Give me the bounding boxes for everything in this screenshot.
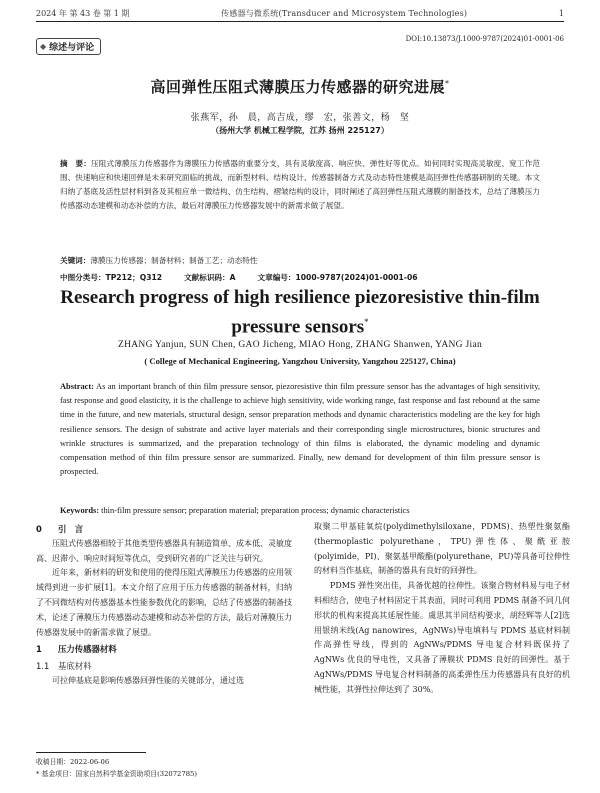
page-number: 1 — [558, 8, 564, 18]
section-1-title: 压力传感器材料 — [58, 644, 117, 655]
en-affiliation: ( College of Mechanical Engineering, Yangzhou University, Yangzhou 225127, China) — [144, 356, 456, 366]
cn-affiliation: （扬州大学 机械工程学院，江苏 扬州 225127） — [211, 126, 389, 135]
en-authors: ZHANG Yanjun, SUN Chen, GAO Jicheng, MIAO Hong, ZHANG Shanwen, YANG Jian — [117, 340, 483, 350]
cn-title-marker: * — [445, 79, 450, 88]
intro-heading-number: 0 — [36, 524, 42, 534]
intro-paragraph-2: 近年来，新材料的研发和使用的使得压阻式薄膜压力传感器的应用领域得到进一步扩展[1]。本文介绍了应用于压力传感器的制备材料，归纳了不同微结构对传感器基本性能参数优化的影响，总结了传感器的制备技术，论述了薄膜压力传感器动态建模和动态补偿的方法，最后对薄膜压力传感器发展中的新需求做了展望。 — [36, 568, 292, 637]
en-abstract — [60, 380, 540, 479]
en-title — [60, 286, 540, 339]
article-number: 文章编号：1000-9787(2024)01-0001-06 — [257, 273, 418, 282]
en-keywords — [60, 506, 540, 515]
en-keywords-text: thin-film pressure sensor; preparation material; preparation process; dynamic characteristics — [101, 506, 410, 515]
cn-abstract-label: 摘 要： — [60, 159, 91, 168]
en-title-marker: * — [364, 317, 369, 327]
en-abstract-label: Abstract: — [60, 382, 94, 391]
section-1-1-title: 基底材料 — [58, 661, 92, 672]
section-1-1-paragraph: 可拉伸基底是影响传感器回弹性能的关键部分，通过选 — [52, 675, 244, 685]
en-abstract-text: As an important branch of thin film pressure sensor, piezoresistive thin film pressure sensor has the advantages of high sensitivity, fast response and good elasticity, it is the challenge to achieve high sensitivity, wide working range, fast response and fast rebound at the same time in the future, and new materials, structural design, sensor preparation methods and dynamic characteristics modeling are the key for high resilience sensors. The design of substrate and active layer materials and their corresponding single microstructures, bionic structures and wrinkle structures is summarized, and the preparation technology of thin films is elaborated, the dynamic modeling and dynamic compensation method of thin film pressure sensor are summarized. Finally, new demand for development of thin film pressure sensor is prospected. — [60, 382, 540, 477]
fund-note: * 基金项目：国家自然科学基金资助项目(32072785) — [36, 770, 198, 778]
issue-info: 2024 年 第 43 卷 第 1 期 — [36, 8, 130, 18]
cn-title-text: 高回弹性压阻式薄膜压力传感器的研究进展 — [150, 78, 445, 96]
cn-authors: 张燕军，孙 晨，高吉成，缪 宏，张善文，杨 坚 — [190, 113, 410, 123]
cn-keywords-text: 薄膜压力传感器；制备材料；制备工艺；动态特性 — [90, 256, 258, 265]
intro-heading — [36, 522, 292, 537]
cn-keywords — [60, 255, 540, 266]
section-1-1-heading — [36, 659, 292, 674]
intro-heading-title: 引 言 — [58, 524, 84, 534]
doi: DOI:10.13873/J.1000-9787(2024)01-0001-06 — [405, 35, 564, 43]
en-title-text: Research progress of high resilience piezoresistive thin-film pressure sensors — [60, 287, 540, 338]
body-left-column — [36, 520, 292, 689]
body-right-column — [314, 520, 570, 698]
intro-paragraph-1: 压阻式传感器相较于其他类型传感器具有制造简单、成本低、灵敏度高、迟滞小、响应时间短等优点，受到研究者的广泛关注与研究。 — [36, 538, 292, 563]
right-paragraph-1: 取聚二甲基硅氧烷(polydimethylsiloxane，PDMS)、热塑性聚氨酯(thermoplastic polyurethane，TPU)弹性体、聚酰亚胺(polyimide，PI)、聚氨基甲酸酯(polyurethane，PU)等具备可拉伸性的材料当作基底，制备的器具有良好的回弹性。 — [314, 522, 570, 576]
journal-name: 传感器与微系统(Transducer and Microsystem Technologies) — [221, 8, 468, 18]
diamond-icon: ◆ — [40, 42, 47, 51]
clc-number: 中图分类号：TP212；Q312 — [60, 273, 163, 282]
section-1-1-number: 1.1 — [36, 661, 50, 672]
right-paragraph-2: PDMS 弹性突出佳，具备优越的拉伸性。该聚合物材料易与电子材料相结合，使电子材料固定于其表面，同时可利用 PDMS 制备不同几何形状的机构来提高其延展性能。虞思其半同结构要求，胡经辉等人[2]选用银纳米线(Ag nanowires，AgNWs)导电填料与 PDMS 基底材料制作高弹性导线，得到的 AgNWs/PDMS 导电复合材料既保持了 AgNWs 优良的导电性，又具备了薄膜状 PDMS 良好的回弹性。基于 AgNWs/PDMS 导电复合材料制备的高柔弹性压力传感器具有良好的机械性能，其弹性拉伸达到了 30%。 — [314, 581, 570, 694]
cn-keywords-label: 关键词： — [60, 256, 91, 265]
cn-abstract-text: 压阻式薄膜压力传感器作为薄膜压力传感器的重要分支，具有灵敏度高、响应快、弹性好等优点。如何同时实现高灵敏度、宽工作范围、快速响应和快速回弹是未来研究面临的挑战，而新型材料、结构设计、传感器制备方式及动态特性建模是高回弹性传感器研制的关键。本文归纳了基底及活性层材料到各及其相应单一微结构、仿生结构、褶皱结构的设计，同时阐述了高回弹性压阻式薄膜的制备技术，总结了薄膜压力传感器动态建模和动态补偿的方法，最后对薄膜压力传感器发展中的新需求做了展望。 — [60, 159, 540, 210]
cn-abstract — [60, 157, 540, 213]
section-tag-label: 综述与评论 — [49, 43, 95, 53]
doc-code: 文献标识码：A — [184, 273, 236, 282]
running-header — [36, 5, 564, 21]
section-1-number: 1 — [36, 644, 42, 655]
classification-row — [60, 272, 540, 283]
en-keywords-label: Keywords: — [60, 506, 100, 515]
section-1-heading — [36, 642, 292, 657]
received-date: 收稿日期：2022-06-06 — [36, 758, 110, 766]
cn-title — [36, 76, 564, 97]
footnote-rule — [36, 752, 146, 753]
section-tag — [36, 38, 101, 55]
header-rule — [36, 21, 564, 22]
